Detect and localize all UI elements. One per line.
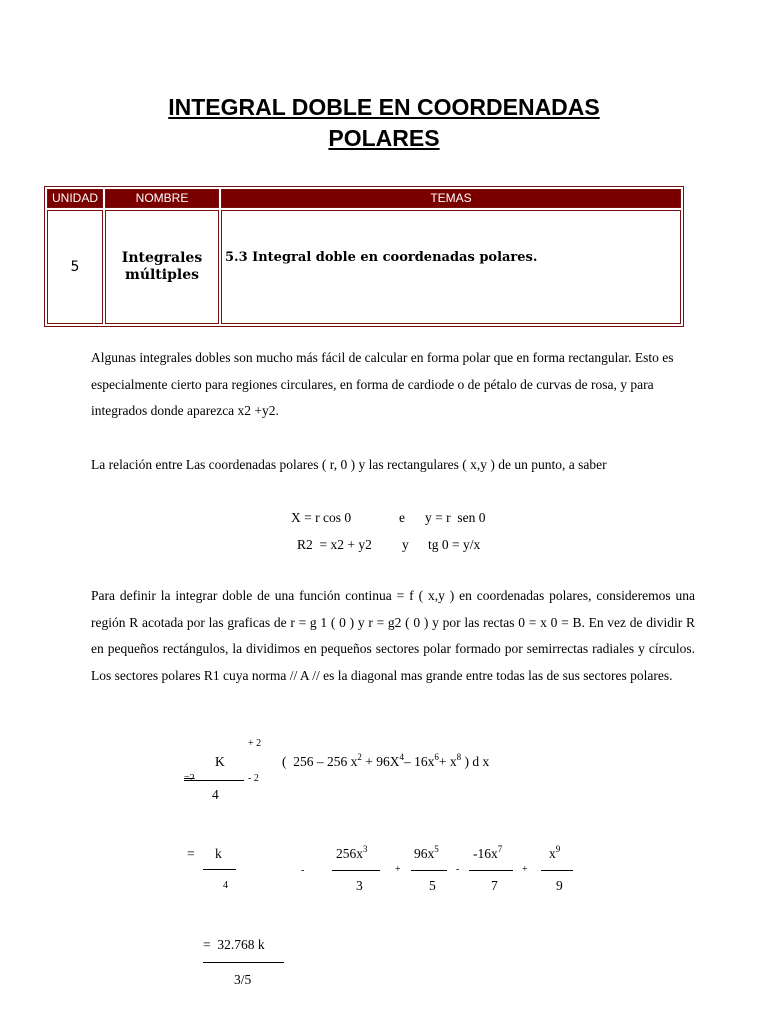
- units-table-row: [47, 210, 681, 324]
- header-temas: TEMAS: [221, 189, 681, 208]
- struck-symbol: =2: [184, 773, 195, 784]
- relation-and-2: y: [402, 537, 409, 552]
- term3-den: 7: [491, 878, 498, 893]
- integrand: ( 256 – 256 $x^2 + 96X^4-$ $16x^6+ x^8$ ) d x: [282, 752, 490, 769]
- relation-and: e: [399, 510, 405, 525]
- paragraph-relation: La relación entre Las coordenadas polares ( r, 0 ) y las rectangulares ( x,y ) de un punto, a saber: [91, 457, 607, 472]
- term2-num: $96x^5$: [414, 844, 439, 861]
- term1-num: $256x^3$: [336, 844, 368, 861]
- eq3-denominator: 3/5: [234, 972, 252, 987]
- nombre-line-2: múltiples: [125, 267, 199, 283]
- relation-r2: R2 = x2 + y2: [297, 537, 372, 552]
- term4-den: 9: [556, 878, 563, 893]
- term2-bar: [411, 870, 447, 871]
- title-line-2: POLARES: [328, 125, 440, 151]
- cell-temas: [221, 210, 681, 324]
- relation-x: X = r cos 0: [291, 510, 352, 525]
- eq2-minus-1: -: [301, 865, 305, 876]
- nombre-line-1: Integrales: [121, 250, 203, 266]
- term2-den: 5: [429, 878, 436, 893]
- eq2-plus-2: +: [522, 864, 528, 875]
- term4-num: $x^9$: [549, 844, 561, 861]
- cell-unidad: 5: [47, 210, 103, 324]
- upper-limit: + 2: [248, 738, 262, 749]
- title-line-1: INTEGRAL DOBLE EN COORDENADAS: [168, 94, 600, 120]
- term1-den: 3: [356, 878, 363, 893]
- header-unidad: UNIDAD: [47, 189, 103, 208]
- eq1-denominator: 4: [212, 787, 219, 802]
- term4-bar: [541, 870, 573, 871]
- eq2-k: k: [215, 846, 222, 861]
- term3-bar: [469, 870, 513, 871]
- eq2-equals: =: [187, 846, 195, 861]
- eq2-plus-1: +: [395, 864, 401, 875]
- eq1-fraction-bar: [184, 780, 244, 781]
- paragraph-intro: Algunas integrales dobles son mucho más fácil de calcular en forma polar que en forma rectangular. Esto es especialmente cierto para regiones circulares, en forma de cardiode o de pétalo de curvas de rosa, y para integrados donde aparezca x2 +y2.: [91, 350, 674, 418]
- header-nombre: NOMBRE: [105, 189, 219, 208]
- relation-tg: tg 0 = y/x: [428, 537, 481, 552]
- eq3-bar: [203, 962, 284, 963]
- page-title: [0, 92, 768, 154]
- units-table-header: [47, 189, 681, 208]
- eq2-minus-2: -: [456, 864, 460, 875]
- relation-y: y = r sen 0: [425, 510, 486, 525]
- eq2-k-bar: [203, 869, 236, 870]
- term1-bar: [332, 870, 380, 871]
- eq2-four: 4: [223, 880, 228, 891]
- term3-num: $-16x^7$: [473, 844, 503, 861]
- units-table: [44, 186, 684, 327]
- eq3-numerator: = 32.768 k: [203, 937, 265, 952]
- paragraph-definition: Para definir la integrar doble de una función continua = f ( x,y ) en coordenadas polares, consideremos una región R acotada por las graficas de r = g 1 ( 0 ) y r = g2 ( 0 ) y por las rectas 0 = x 0 = B. En vez de dividir R en pequeños rectángulos, la dividimos en pequeños sectores polar formado por semirrectas radiales y círculos. Los sectores polares R1 cuya norma // A // es la diagonal mas grande entre todas las de sus sectores polares.: [91, 588, 695, 683]
- lower-limit: - 2: [248, 773, 259, 784]
- temas-text: 5.3 Integral doble en coordenadas polares.: [225, 249, 538, 265]
- cell-nombre: [105, 210, 219, 324]
- eq1-numerator: K: [215, 754, 225, 769]
